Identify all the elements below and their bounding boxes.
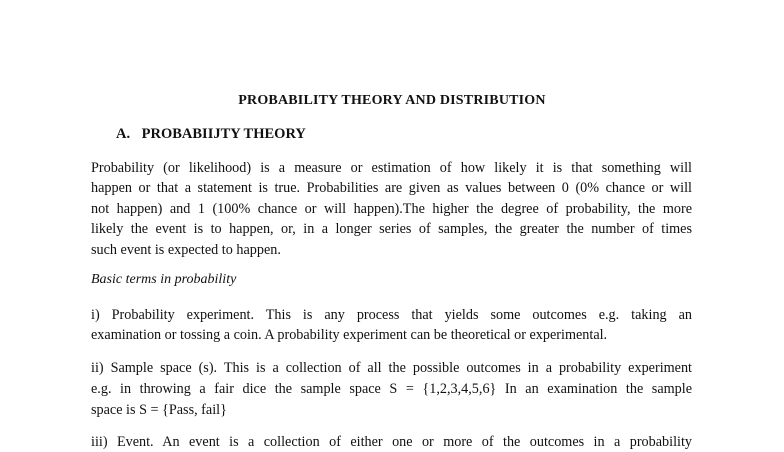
term2-line: ii) Sample space (s). This is a collection of all the possible outcomes in a probability experiment bbox=[91, 360, 692, 376]
intro-line: not happen) and 1 (100% chance or will happen).The higher the degree of probability, the more bbox=[91, 201, 692, 217]
term2-line: space is S = {Pass, fail} bbox=[91, 402, 227, 418]
section-number: A. bbox=[116, 126, 131, 142]
term3-line-partial: iii) Event. An event is a collection of either one or more of the outcomes in a probability bbox=[91, 434, 692, 450]
intro-line: such event is expected to happen. bbox=[91, 242, 281, 258]
term1-line: examination or tossing a coin. A probability experiment can be theoretical or experimental. bbox=[91, 327, 608, 343]
section-heading bbox=[116, 126, 306, 143]
intro-line: likely the event is to happen, or, in a longer series of samples, the greater the number of times bbox=[91, 221, 692, 237]
section-heading-text: PROBABIIJTY THEORY bbox=[141, 126, 306, 142]
term1-line: i) Probability experiment. This is any process that yields some outcomes e.g. taking an bbox=[91, 307, 692, 323]
intro-line: Probability (or likelihood) is a measure or estimation of how likely it is that something will bbox=[91, 160, 692, 176]
subheading-basic-terms: Basic terms in probability bbox=[91, 272, 237, 287]
intro-line: happen or that a statement is true. Probabilities are given as values between 0 (0% chance or will bbox=[91, 180, 692, 196]
document-title: PROBABILITY THEORY AND DISTRIBUTION bbox=[238, 93, 546, 108]
term2-line: e.g. in throwing a fair dice the sample space S = {1,2,3,4,5,6} In an examination the sample bbox=[91, 381, 692, 397]
